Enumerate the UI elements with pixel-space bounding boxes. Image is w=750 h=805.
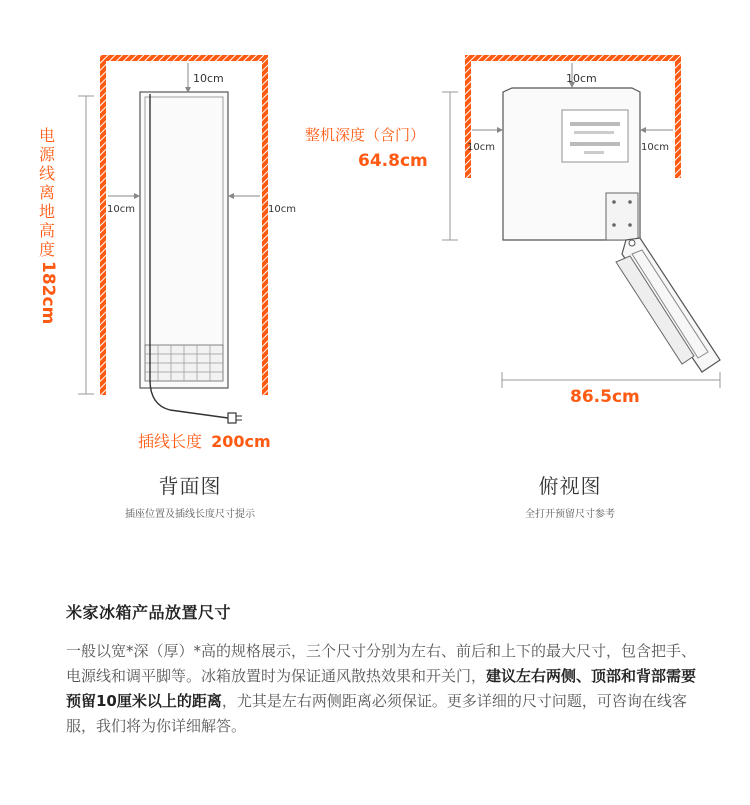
compressor-grid [145,345,223,381]
nameplate-icon [562,110,628,162]
back-gap-top-label: 10cm [193,72,224,85]
top-gap-right-label: 10cm [641,142,669,153]
depth-dimension-line [442,92,458,240]
depth-value: 64.8cm [358,151,428,171]
top-view-subtitle: 全打开预留尺寸参考 [525,509,615,520]
top-wall-left-hatch [465,55,471,178]
height-vertical-label [38,126,56,324]
top-view [305,55,720,407]
section-text-1: 一般以宽*深（厚）*高的规格展示，三个尺寸分别为左右、前后和上下的最大尺寸，包含把手、电源线和调平脚等。冰箱放置时为保证通风散热效果和开关门， [66,642,697,685]
section-paragraph [66,639,706,739]
back-wall-right-hatch [262,55,268,395]
top-wall-right-hatch [675,55,681,178]
top-view-title: 俯视图 [538,474,602,498]
depth-label: 整机深度（含门） [305,126,426,144]
width-value: 86.5cm [570,387,640,407]
section-text-2: ，尤其是左右两侧距离必须保证。更多详细的尺寸问题，可咨询在线客服，我们将为你详细解答。 [66,692,687,735]
open-door [616,238,720,372]
top-gap-top-label: 10cm [566,72,597,85]
height-value: 182cm [38,261,58,325]
back-gap-right-label: 10cm [268,204,296,215]
back-wall-left-hatch [100,55,106,395]
section-title: 米家冰箱产品放置尺寸 [66,603,232,622]
fridge-back-body [140,92,228,388]
back-gap-left-label: 10cm [107,204,135,215]
back-view [78,55,296,451]
top-gap-left-label: 10cm [467,142,495,153]
placement-section [66,600,706,739]
height-dimension-line [78,96,94,394]
cable-length-value: 200cm [211,432,271,451]
height-label: 电源线离地高度 [38,126,55,259]
section-text-bold: 建议左右两侧、顶部和背部需要预留10厘米以上的距离 [66,667,697,710]
plug-icon [228,413,242,423]
back-wall-top-hatch [100,55,268,61]
width-dimension-line [502,372,720,388]
cable-length-text [138,432,271,451]
hinge-block [606,193,638,240]
back-view-subtitle: 插座位置及插线长度尺寸提示 [125,509,255,520]
top-wall-top-hatch [465,55,681,61]
back-view-title: 背面图 [158,474,222,498]
cable-length-label: 插线长度 [138,432,203,451]
back-view-caption [80,470,300,520]
top-view-caption [460,470,680,520]
